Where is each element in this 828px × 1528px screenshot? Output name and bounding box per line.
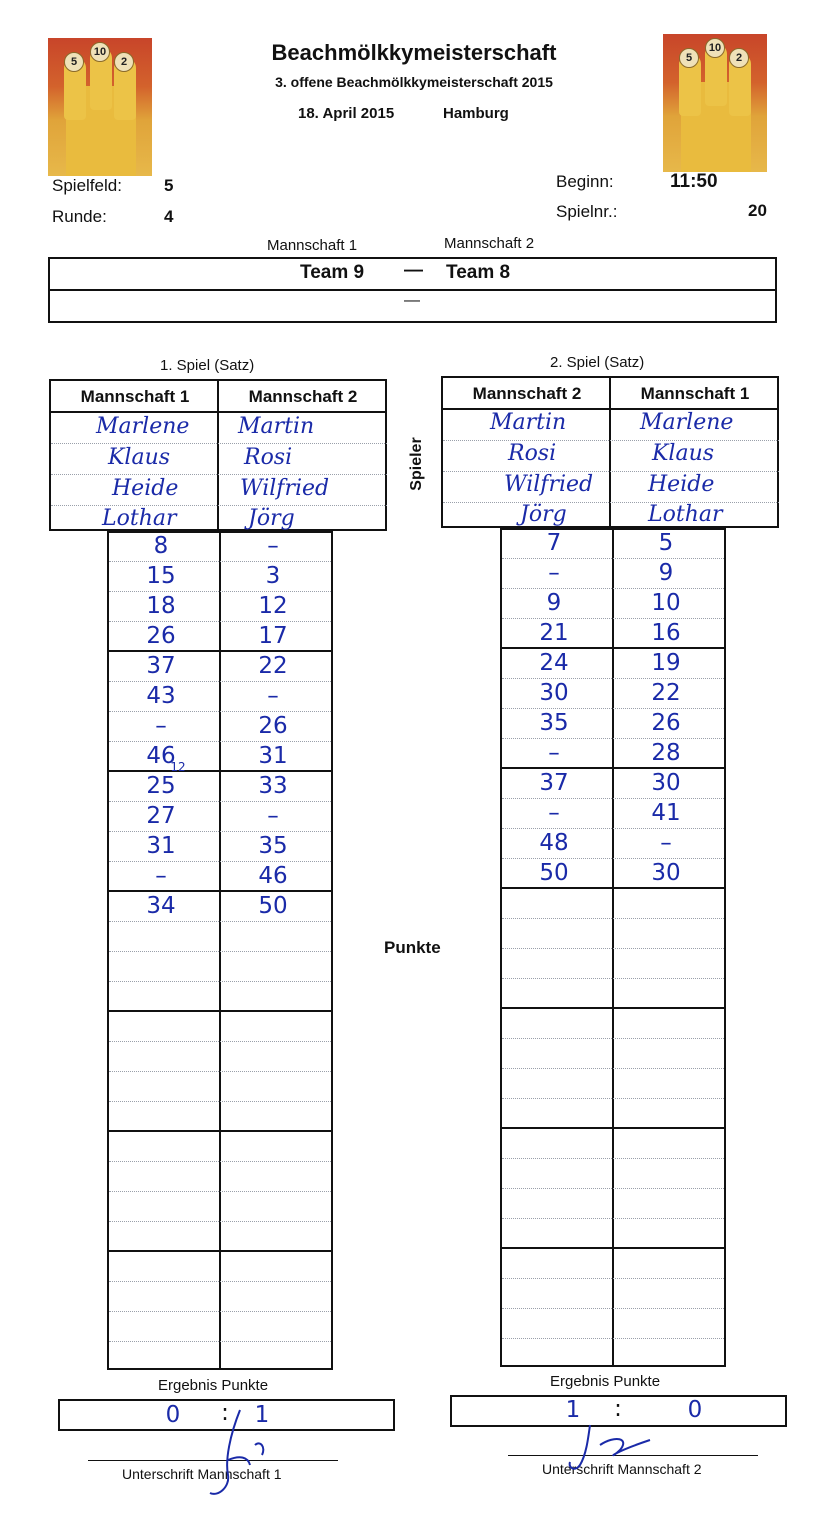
team-1-name: Team 9: [300, 262, 365, 283]
game2-row-line: [502, 1308, 724, 1309]
game2-score-col2-row6: 22: [651, 680, 681, 706]
game1-row-line: [109, 561, 331, 562]
game2-player-table: [441, 376, 779, 528]
game2-score-col1-row3: 9: [546, 590, 562, 616]
logo-left-num-3: 2: [114, 52, 134, 72]
game1-block-line: [109, 1250, 331, 1252]
game2-player2-4: Lothar: [648, 502, 723, 527]
game1-row-line: [109, 1191, 331, 1192]
game1-row-line: [109, 981, 331, 982]
game2-row-line: [502, 618, 724, 619]
game2-col1-header: Mannschaft 2: [472, 384, 582, 403]
game2-row-line: [502, 588, 724, 589]
game2-row-line: [502, 678, 724, 679]
game1-block-line: [109, 1130, 331, 1132]
game2-row-line: [502, 798, 724, 799]
game2-row-line: [502, 1158, 724, 1159]
game1-score-col1-row2: 15: [146, 563, 176, 589]
team-2-name: Team 8: [446, 262, 511, 283]
game2-score-col2-row11: –: [660, 830, 672, 856]
game2-row-line: [502, 1218, 724, 1219]
game1-score-col1-row1: 8: [153, 533, 169, 559]
game1-result-right: 1: [254, 1402, 270, 1428]
event-city: Hamburg: [443, 105, 509, 122]
game1-player2-4: Jörg: [248, 506, 295, 531]
game1-score-col2-row5: 22: [258, 653, 288, 679]
game1-block-line: [109, 770, 331, 772]
game1-player2-2: Rosi: [244, 445, 293, 470]
game2-player2-1: Marlene: [640, 410, 734, 435]
game2-dot-1: [443, 440, 779, 441]
game1-score-col2-row7: 26: [258, 713, 288, 739]
game1-score-col2-row8: 31: [258, 743, 288, 769]
game1-row-line: [109, 1311, 331, 1312]
game1-player1-1: Marlene: [96, 414, 190, 439]
game1-player2-1: Martin: [238, 414, 315, 439]
game1-dot-1: [51, 443, 387, 444]
game2-row-line: [502, 978, 724, 979]
game1-score-col1-row12: –: [155, 863, 167, 889]
game2-score-col2-row9: 30: [651, 770, 681, 796]
game2-result-label: Ergebnis Punkte: [550, 1373, 661, 1390]
game1-player1-4: Lothar: [102, 506, 177, 531]
game2-row-line: [502, 1188, 724, 1189]
game1-header-line: [51, 411, 387, 413]
game2-score-col2-row10: 41: [651, 800, 681, 826]
game2-row-line: [502, 738, 724, 739]
game1-score-col2-row3: 12: [258, 593, 288, 619]
game2-result-sep: :: [614, 1396, 622, 1422]
game1-score-col2-row6: –: [267, 683, 279, 709]
game2-dot-3: [443, 502, 779, 503]
game1-row-line: [109, 1221, 331, 1222]
game2-result-right: 0: [687, 1397, 703, 1423]
game2-score-col2-row1: 5: [658, 530, 674, 556]
game2-row-line: [502, 948, 724, 949]
game1-score-col1-row4: 26: [146, 623, 176, 649]
game1-score-col2-row2: 3: [265, 563, 281, 589]
game2-score-col1-row1: 7: [546, 530, 562, 556]
game2-player1-2: Rosi: [508, 441, 557, 466]
game1-player2-3: Wilfried: [240, 476, 330, 501]
game1-signature-scribble: [200, 1405, 290, 1500]
game1-block-line: [109, 890, 331, 892]
logo-right-num-1: 5: [679, 48, 699, 68]
game2-score-col1-row10: –: [548, 800, 560, 826]
spielfeld-value: 5: [164, 176, 174, 195]
game1-score-col1-row7: –: [155, 713, 167, 739]
game1-player-divider: [217, 381, 219, 531]
game1-title: 1. Spiel (Satz): [160, 357, 255, 374]
game2-row-line: [502, 1068, 724, 1069]
game2-player2-3: Heide: [648, 472, 715, 497]
beginn-label: Beginn:: [556, 172, 614, 191]
spieler-label: Spieler: [408, 437, 425, 491]
game2-player1-4: Jörg: [520, 502, 567, 527]
game2-score-col1-row9: 37: [539, 770, 569, 796]
game1-player-table: [49, 379, 387, 531]
game1-block-line: [109, 650, 331, 652]
game1-score-col1-row5: 37: [146, 653, 176, 679]
game1-score-col2-row11: 35: [258, 833, 288, 859]
game1-score-col2-row12: 46: [258, 863, 288, 889]
game1-row-line: [109, 1041, 331, 1042]
game1-row-line: [109, 741, 331, 742]
game1-dot-2: [51, 474, 387, 475]
game2-player1-1: Martin: [490, 410, 567, 435]
game1-score-col1-row13: 34: [146, 893, 176, 919]
game2-block-line: [502, 647, 724, 649]
game1-result-label: Ergebnis Punkte: [158, 1377, 269, 1394]
game2-row-line: [502, 828, 724, 829]
game1-score-col1-row11: 31: [146, 833, 176, 859]
game1-score-col1-row6: 43: [146, 683, 176, 709]
team-dash: —: [404, 260, 423, 281]
logo-right-num-2: 10: [705, 38, 725, 58]
game1-row-line: [109, 801, 331, 802]
game2-block-line: [502, 1247, 724, 1249]
game2-score-col2-row4: 16: [651, 620, 681, 646]
game1-score-col1-row9: 25: [146, 773, 176, 799]
page-title: Beachmölkkymeisterschaft: [271, 40, 557, 65]
game1-score-col2-row10: –: [267, 803, 279, 829]
spielnr-value: 20: [748, 201, 767, 220]
game1-result-sep: :: [221, 1400, 229, 1426]
page-subtitle: 3. offene Beachmölkkymeisterschaft 2015: [275, 74, 553, 90]
logo-right-num-3: 2: [729, 48, 749, 68]
game2-row-line: [502, 708, 724, 709]
game2-row-line: [502, 1098, 724, 1099]
game2-score-col1-row5: 24: [539, 650, 569, 676]
team-box-divider: [50, 289, 775, 291]
game2-score-col2-row7: 26: [651, 710, 681, 736]
game2-block-line: [502, 887, 724, 889]
game1-row-line: [109, 831, 331, 832]
game1-row-line: [109, 711, 331, 712]
game1-signature-label: Unterschrift Mannschaft 1: [122, 1466, 282, 1482]
game2-dot-2: [443, 471, 779, 472]
game1-result-left: 0: [165, 1402, 181, 1428]
game2-score-col1-row6: 30: [539, 680, 569, 706]
game2-result-left: 1: [565, 1397, 581, 1423]
game2-row-line: [502, 858, 724, 859]
punkte-label: Punkte: [384, 938, 441, 957]
logo-left-num-2: 10: [90, 42, 110, 62]
runde-value: 4: [164, 207, 174, 226]
game2-block-line: [502, 767, 724, 769]
game2-row-line: [502, 1038, 724, 1039]
game1-row-line: [109, 951, 331, 952]
game1-col1-header: Mannschaft 1: [80, 387, 190, 406]
mannschaft-1-label: Mannschaft 1: [267, 237, 358, 254]
game1-row-line: [109, 1281, 331, 1282]
mannschaft-2-label: Mannschaft 2: [444, 235, 535, 252]
game1-row-line: [109, 921, 331, 922]
game2-col2-header: Mannschaft 1: [640, 384, 750, 403]
game1-score-col2-row13: 50: [258, 893, 288, 919]
game1-score-col2-row1: –: [267, 533, 279, 559]
game1-score-col2-row9: 33: [258, 773, 288, 799]
game2-block-line: [502, 1127, 724, 1129]
game2-player-divider: [609, 378, 611, 528]
game1-note-small: 12: [170, 760, 186, 774]
game2-score-col2-row8: 28: [651, 740, 681, 766]
game2-score-col1-row4: 21: [539, 620, 569, 646]
logo-left-num-1: 5: [64, 52, 84, 72]
game1-player1-2: Klaus: [108, 445, 171, 470]
game1-row-line: [109, 861, 331, 862]
spielnr-label: Spielnr.:: [556, 202, 618, 221]
runde-label: Runde:: [52, 207, 107, 226]
game1-row-line: [109, 1071, 331, 1072]
game2-signature-label: Unterschrift Mannschaft 2: [542, 1461, 702, 1477]
game2-score-col1-row11: 48: [539, 830, 569, 856]
game2-row-line: [502, 558, 724, 559]
game2-title: 2. Spiel (Satz): [550, 354, 645, 371]
game1-col2-header: Mannschaft 2: [248, 387, 358, 406]
game2-row-line: [502, 1338, 724, 1339]
game2-score-col2-row3: 10: [651, 590, 681, 616]
team-dash-2: —: [404, 292, 420, 309]
game1-row-line: [109, 621, 331, 622]
game2-player1-3: Wilfried: [504, 472, 594, 497]
beginn-value: 11:50: [670, 171, 718, 192]
game1-score-col1-row8: 46: [146, 743, 176, 769]
game1-score-col2-row4: 17: [258, 623, 288, 649]
game2-block-line: [502, 1007, 724, 1009]
game2-score-col1-row12: 50: [539, 860, 569, 886]
game2-score-col2-row2: 9: [658, 560, 674, 586]
game1-player1-3: Heide: [112, 476, 179, 501]
game2-signature-scribble: [560, 1420, 670, 1475]
spielfeld-label: Spielfeld:: [52, 176, 122, 195]
game1-block-line: [109, 1010, 331, 1012]
game1-row-line: [109, 1101, 331, 1102]
game2-row-line: [502, 918, 724, 919]
game2-row-line: [502, 1278, 724, 1279]
game1-row-line: [109, 1341, 331, 1342]
game1-score-col1-row10: 27: [146, 803, 176, 829]
game1-row-line: [109, 681, 331, 682]
game2-score-col1-row8: –: [548, 740, 560, 766]
event-date: 18. April 2015: [298, 105, 395, 122]
game1-row-line: [109, 1161, 331, 1162]
game1-row-line: [109, 591, 331, 592]
game1-score-col1-row3: 18: [146, 593, 176, 619]
game2-score-col2-row12: 30: [651, 860, 681, 886]
game2-score-col1-row2: –: [548, 560, 560, 586]
game2-score-col2-row5: 19: [651, 650, 681, 676]
game2-player2-2: Klaus: [652, 441, 715, 466]
game2-score-col1-row7: 35: [539, 710, 569, 736]
